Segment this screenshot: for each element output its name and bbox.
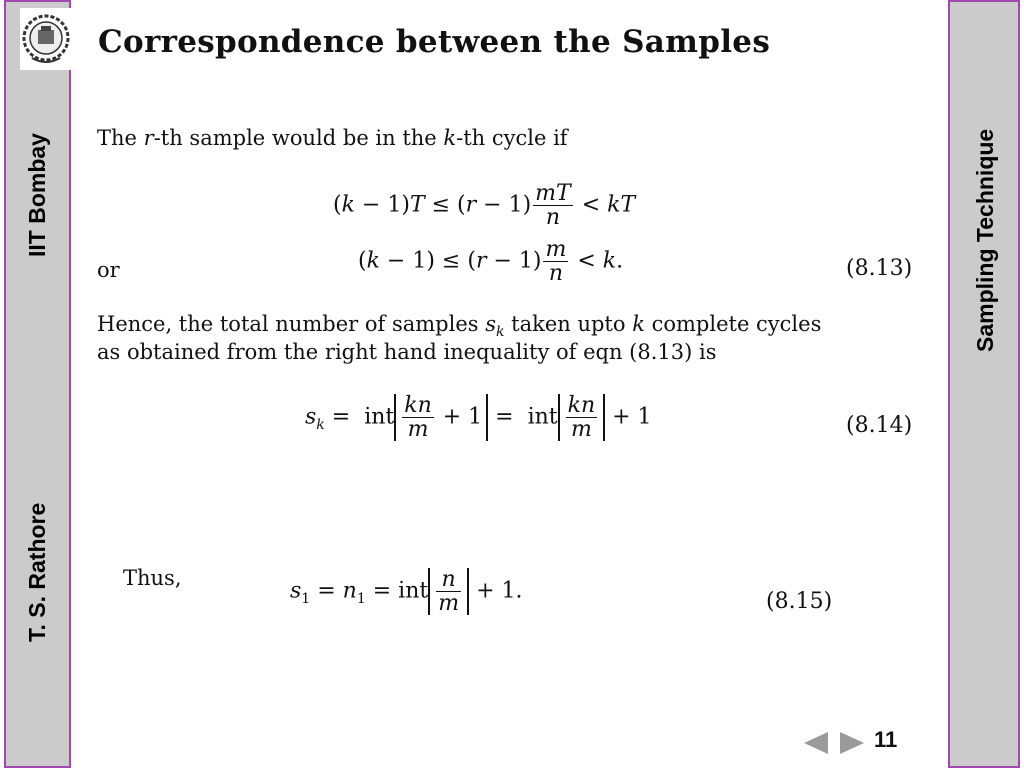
equation-8-15: $s_1 = n_1$ = int $\frac{n}{m}$ + 1.: [290, 567, 523, 617]
or-text: or: [97, 258, 120, 282]
right-sidebar: [948, 0, 1020, 768]
equation-number-8-15: (8.15): [766, 589, 833, 614]
equation-number-8-13: (8.13): [846, 256, 913, 281]
page-number: 11: [874, 727, 898, 752]
intro-text: The r-th sample would be in the k-th cycle if: [97, 126, 568, 150]
inequality-2: (k − 1) ≤ (r − 1) $\frac{m}{n}$ < k.: [358, 237, 624, 287]
sidebar-institute-label: IIT Bombay: [24, 133, 50, 257]
previous-slide-icon[interactable]: [804, 732, 828, 754]
inequality-1: (k − 1)T ≤ (r − 1) $\frac{mT}{n}$ < kT: [333, 181, 636, 231]
slide-title: Correspondence between the Samples: [98, 24, 771, 60]
next-slide-icon[interactable]: [840, 732, 864, 754]
hence-text-line-2: as obtained from the right hand inequality of eqn (8.13) is: [97, 340, 717, 364]
hence-text-line-1: Hence, the total number of samples $s_k$ taken upto k complete cycles: [97, 312, 822, 341]
thus-text: Thus,: [123, 566, 182, 590]
equation-8-14: $s_k$ = int $\frac{kn}{m}$ + 1 = int $\frac{kn}{m}$ + 1: [305, 393, 652, 443]
iit-bombay-logo: [20, 8, 72, 70]
sidebar-author-label: T. S. Rathore: [24, 502, 50, 642]
sidebar-topic-label: Sampling Technique: [972, 128, 998, 352]
equation-number-8-14: (8.14): [846, 413, 913, 438]
slide-navigation: [802, 730, 868, 761]
left-sidebar: [4, 0, 71, 768]
